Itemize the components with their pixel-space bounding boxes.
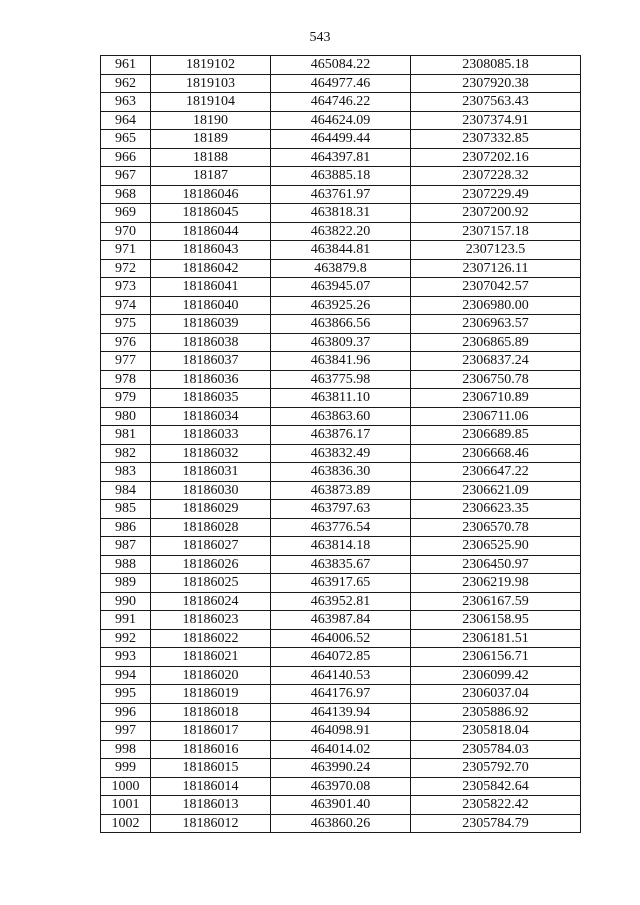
y-coordinate-cell: 2306750.78	[411, 370, 581, 389]
y-coordinate-cell: 2305886.92	[411, 703, 581, 722]
table-row	[101, 74, 581, 93]
point-id-cell: 18186013	[151, 796, 271, 815]
y-coordinate-cell: 2306181.51	[411, 629, 581, 648]
point-id-cell: 18186039	[151, 315, 271, 334]
row-number-cell: 990	[101, 592, 151, 611]
point-id-cell: 18186024	[151, 592, 271, 611]
row-number-cell: 965	[101, 130, 151, 149]
point-id-cell: 18186037	[151, 352, 271, 371]
y-coordinate-cell: 2305784.03	[411, 740, 581, 759]
table-row	[101, 167, 581, 186]
point-id-cell: 18189	[151, 130, 271, 149]
table-row	[101, 444, 581, 463]
x-coordinate-cell: 464006.52	[271, 629, 411, 648]
row-number-cell: 977	[101, 352, 151, 371]
coordinates-table	[100, 55, 581, 833]
row-number-cell: 1000	[101, 777, 151, 796]
point-id-cell: 18186019	[151, 685, 271, 704]
y-coordinate-cell: 2306711.06	[411, 407, 581, 426]
row-number-cell: 994	[101, 666, 151, 685]
table-row	[101, 759, 581, 778]
x-coordinate-cell: 463832.49	[271, 444, 411, 463]
table-row	[101, 537, 581, 556]
x-coordinate-cell: 464624.09	[271, 111, 411, 130]
x-coordinate-cell: 463901.40	[271, 796, 411, 815]
table-row	[101, 407, 581, 426]
row-number-cell: 975	[101, 315, 151, 334]
y-coordinate-cell: 2306099.42	[411, 666, 581, 685]
table-row	[101, 463, 581, 482]
y-coordinate-cell: 2307920.38	[411, 74, 581, 93]
y-coordinate-cell: 2305822.42	[411, 796, 581, 815]
row-number-cell: 963	[101, 93, 151, 112]
x-coordinate-cell: 463818.31	[271, 204, 411, 223]
row-number-cell: 988	[101, 555, 151, 574]
point-id-cell: 1819102	[151, 56, 271, 75]
point-id-cell: 18186038	[151, 333, 271, 352]
x-coordinate-cell: 464014.02	[271, 740, 411, 759]
row-number-cell: 997	[101, 722, 151, 741]
point-id-cell: 18186043	[151, 241, 271, 260]
y-coordinate-cell: 2307228.32	[411, 167, 581, 186]
point-id-cell: 18186034	[151, 407, 271, 426]
y-coordinate-cell: 2306037.04	[411, 685, 581, 704]
table-row	[101, 666, 581, 685]
y-coordinate-cell: 2306668.46	[411, 444, 581, 463]
point-id-cell: 18186018	[151, 703, 271, 722]
x-coordinate-cell: 463863.60	[271, 407, 411, 426]
point-id-cell: 18187	[151, 167, 271, 186]
y-coordinate-cell: 2306450.97	[411, 555, 581, 574]
point-id-cell: 18186020	[151, 666, 271, 685]
row-number-cell: 974	[101, 296, 151, 315]
table-row	[101, 352, 581, 371]
table-row	[101, 555, 581, 574]
x-coordinate-cell: 464746.22	[271, 93, 411, 112]
row-number-cell: 978	[101, 370, 151, 389]
table-row	[101, 592, 581, 611]
row-number-cell: 992	[101, 629, 151, 648]
row-number-cell: 969	[101, 204, 151, 223]
point-id-cell: 18186028	[151, 518, 271, 537]
y-coordinate-cell: 2307157.18	[411, 222, 581, 241]
table-row	[101, 130, 581, 149]
y-coordinate-cell: 2305784.79	[411, 814, 581, 833]
point-id-cell: 18186016	[151, 740, 271, 759]
table-row	[101, 648, 581, 667]
y-coordinate-cell: 2305842.64	[411, 777, 581, 796]
row-number-cell: 998	[101, 740, 151, 759]
row-number-cell: 962	[101, 74, 151, 93]
row-number-cell: 982	[101, 444, 151, 463]
x-coordinate-cell: 463970.08	[271, 777, 411, 796]
x-coordinate-cell: 463925.26	[271, 296, 411, 315]
y-coordinate-cell: 2307042.57	[411, 278, 581, 297]
table-row	[101, 629, 581, 648]
point-id-cell: 18186040	[151, 296, 271, 315]
x-coordinate-cell: 464176.97	[271, 685, 411, 704]
point-id-cell: 18186042	[151, 259, 271, 278]
table-row	[101, 389, 581, 408]
table-row	[101, 518, 581, 537]
x-coordinate-cell: 464397.81	[271, 148, 411, 167]
row-number-cell: 966	[101, 148, 151, 167]
row-number-cell: 964	[101, 111, 151, 130]
x-coordinate-cell: 463876.17	[271, 426, 411, 445]
y-coordinate-cell: 2306570.78	[411, 518, 581, 537]
table-row	[101, 241, 581, 260]
x-coordinate-cell: 463866.56	[271, 315, 411, 334]
row-number-cell: 1002	[101, 814, 151, 833]
x-coordinate-cell: 465084.22	[271, 56, 411, 75]
y-coordinate-cell: 2306525.90	[411, 537, 581, 556]
x-coordinate-cell: 463990.24	[271, 759, 411, 778]
x-coordinate-cell: 463814.18	[271, 537, 411, 556]
table-row	[101, 685, 581, 704]
table-row	[101, 93, 581, 112]
y-coordinate-cell: 2306621.09	[411, 481, 581, 500]
table-row	[101, 56, 581, 75]
point-id-cell: 18186012	[151, 814, 271, 833]
row-number-cell: 976	[101, 333, 151, 352]
x-coordinate-cell: 464140.53	[271, 666, 411, 685]
x-coordinate-cell: 463775.98	[271, 370, 411, 389]
row-number-cell: 979	[101, 389, 151, 408]
row-number-cell: 985	[101, 500, 151, 519]
y-coordinate-cell: 2308085.18	[411, 56, 581, 75]
point-id-cell: 18186036	[151, 370, 271, 389]
y-coordinate-cell: 2306689.85	[411, 426, 581, 445]
table-row	[101, 722, 581, 741]
point-id-cell: 18186017	[151, 722, 271, 741]
point-id-cell: 18186025	[151, 574, 271, 593]
y-coordinate-cell: 2305818.04	[411, 722, 581, 741]
row-number-cell: 984	[101, 481, 151, 500]
x-coordinate-cell: 464072.85	[271, 648, 411, 667]
row-number-cell: 991	[101, 611, 151, 630]
table-row	[101, 426, 581, 445]
y-coordinate-cell: 2307563.43	[411, 93, 581, 112]
x-coordinate-cell: 463761.97	[271, 185, 411, 204]
row-number-cell: 999	[101, 759, 151, 778]
point-id-cell: 18186023	[151, 611, 271, 630]
x-coordinate-cell: 463873.89	[271, 481, 411, 500]
x-coordinate-cell: 463841.96	[271, 352, 411, 371]
x-coordinate-cell: 463836.30	[271, 463, 411, 482]
x-coordinate-cell: 464977.46	[271, 74, 411, 93]
table-row	[101, 222, 581, 241]
table-row	[101, 111, 581, 130]
y-coordinate-cell: 2307229.49	[411, 185, 581, 204]
row-number-cell: 967	[101, 167, 151, 186]
x-coordinate-cell: 463809.37	[271, 333, 411, 352]
row-number-cell: 995	[101, 685, 151, 704]
table-row	[101, 370, 581, 389]
y-coordinate-cell: 2306219.98	[411, 574, 581, 593]
point-id-cell: 18186033	[151, 426, 271, 445]
y-coordinate-cell: 2306980.00	[411, 296, 581, 315]
y-coordinate-cell: 2307374.91	[411, 111, 581, 130]
y-coordinate-cell: 2307200.92	[411, 204, 581, 223]
point-id-cell: 18186029	[151, 500, 271, 519]
table-row	[101, 259, 581, 278]
table-row	[101, 796, 581, 815]
table-row	[101, 481, 581, 500]
row-number-cell: 993	[101, 648, 151, 667]
table-row	[101, 740, 581, 759]
y-coordinate-cell: 2306158.95	[411, 611, 581, 630]
point-id-cell: 18188	[151, 148, 271, 167]
y-coordinate-cell: 2307126.11	[411, 259, 581, 278]
row-number-cell: 961	[101, 56, 151, 75]
x-coordinate-cell: 463835.67	[271, 555, 411, 574]
y-coordinate-cell: 2307123.5	[411, 241, 581, 260]
y-coordinate-cell: 2306156.71	[411, 648, 581, 667]
row-number-cell: 971	[101, 241, 151, 260]
point-id-cell: 18186046	[151, 185, 271, 204]
point-id-cell: 18190	[151, 111, 271, 130]
x-coordinate-cell: 463987.84	[271, 611, 411, 630]
row-number-cell: 983	[101, 463, 151, 482]
point-id-cell: 18186030	[151, 481, 271, 500]
table-row	[101, 296, 581, 315]
x-coordinate-cell: 463879.8	[271, 259, 411, 278]
table-row	[101, 611, 581, 630]
y-coordinate-cell: 2307332.85	[411, 130, 581, 149]
table-row	[101, 315, 581, 334]
row-number-cell: 996	[101, 703, 151, 722]
table-row	[101, 777, 581, 796]
x-coordinate-cell: 464098.91	[271, 722, 411, 741]
point-id-cell: 18186015	[151, 759, 271, 778]
x-coordinate-cell: 463917.65	[271, 574, 411, 593]
y-coordinate-cell: 2306837.24	[411, 352, 581, 371]
point-id-cell: 1819103	[151, 74, 271, 93]
point-id-cell: 18186032	[151, 444, 271, 463]
y-coordinate-cell: 2306710.89	[411, 389, 581, 408]
row-number-cell: 987	[101, 537, 151, 556]
point-id-cell: 18186031	[151, 463, 271, 482]
table-row	[101, 278, 581, 297]
y-coordinate-cell: 2305792.70	[411, 759, 581, 778]
row-number-cell: 972	[101, 259, 151, 278]
row-number-cell: 968	[101, 185, 151, 204]
y-coordinate-cell: 2306963.57	[411, 315, 581, 334]
table-row	[101, 814, 581, 833]
row-number-cell: 981	[101, 426, 151, 445]
x-coordinate-cell: 463822.20	[271, 222, 411, 241]
row-number-cell: 973	[101, 278, 151, 297]
x-coordinate-cell: 463952.81	[271, 592, 411, 611]
row-number-cell: 986	[101, 518, 151, 537]
y-coordinate-cell: 2306647.22	[411, 463, 581, 482]
point-id-cell: 18186022	[151, 629, 271, 648]
page-number: 543	[309, 30, 331, 45]
point-id-cell: 1819104	[151, 93, 271, 112]
x-coordinate-cell: 463811.10	[271, 389, 411, 408]
x-coordinate-cell: 464139.94	[271, 703, 411, 722]
row-number-cell: 989	[101, 574, 151, 593]
table-row	[101, 703, 581, 722]
point-id-cell: 18186045	[151, 204, 271, 223]
table-row	[101, 204, 581, 223]
table-row	[101, 500, 581, 519]
y-coordinate-cell: 2307202.16	[411, 148, 581, 167]
x-coordinate-cell: 464499.44	[271, 130, 411, 149]
x-coordinate-cell: 463776.54	[271, 518, 411, 537]
x-coordinate-cell: 463844.81	[271, 241, 411, 260]
coordinates-table-body	[101, 56, 581, 833]
y-coordinate-cell: 2306865.89	[411, 333, 581, 352]
x-coordinate-cell: 463860.26	[271, 814, 411, 833]
table-row	[101, 333, 581, 352]
point-id-cell: 18186035	[151, 389, 271, 408]
point-id-cell: 18186026	[151, 555, 271, 574]
table-row	[101, 574, 581, 593]
x-coordinate-cell: 463945.07	[271, 278, 411, 297]
point-id-cell: 18186027	[151, 537, 271, 556]
y-coordinate-cell: 2306623.35	[411, 500, 581, 519]
x-coordinate-cell: 463885.18	[271, 167, 411, 186]
row-number-cell: 970	[101, 222, 151, 241]
point-id-cell: 18186021	[151, 648, 271, 667]
row-number-cell: 980	[101, 407, 151, 426]
x-coordinate-cell: 463797.63	[271, 500, 411, 519]
table-row	[101, 185, 581, 204]
point-id-cell: 18186041	[151, 278, 271, 297]
row-number-cell: 1001	[101, 796, 151, 815]
table-row	[101, 148, 581, 167]
y-coordinate-cell: 2306167.59	[411, 592, 581, 611]
point-id-cell: 18186044	[151, 222, 271, 241]
point-id-cell: 18186014	[151, 777, 271, 796]
